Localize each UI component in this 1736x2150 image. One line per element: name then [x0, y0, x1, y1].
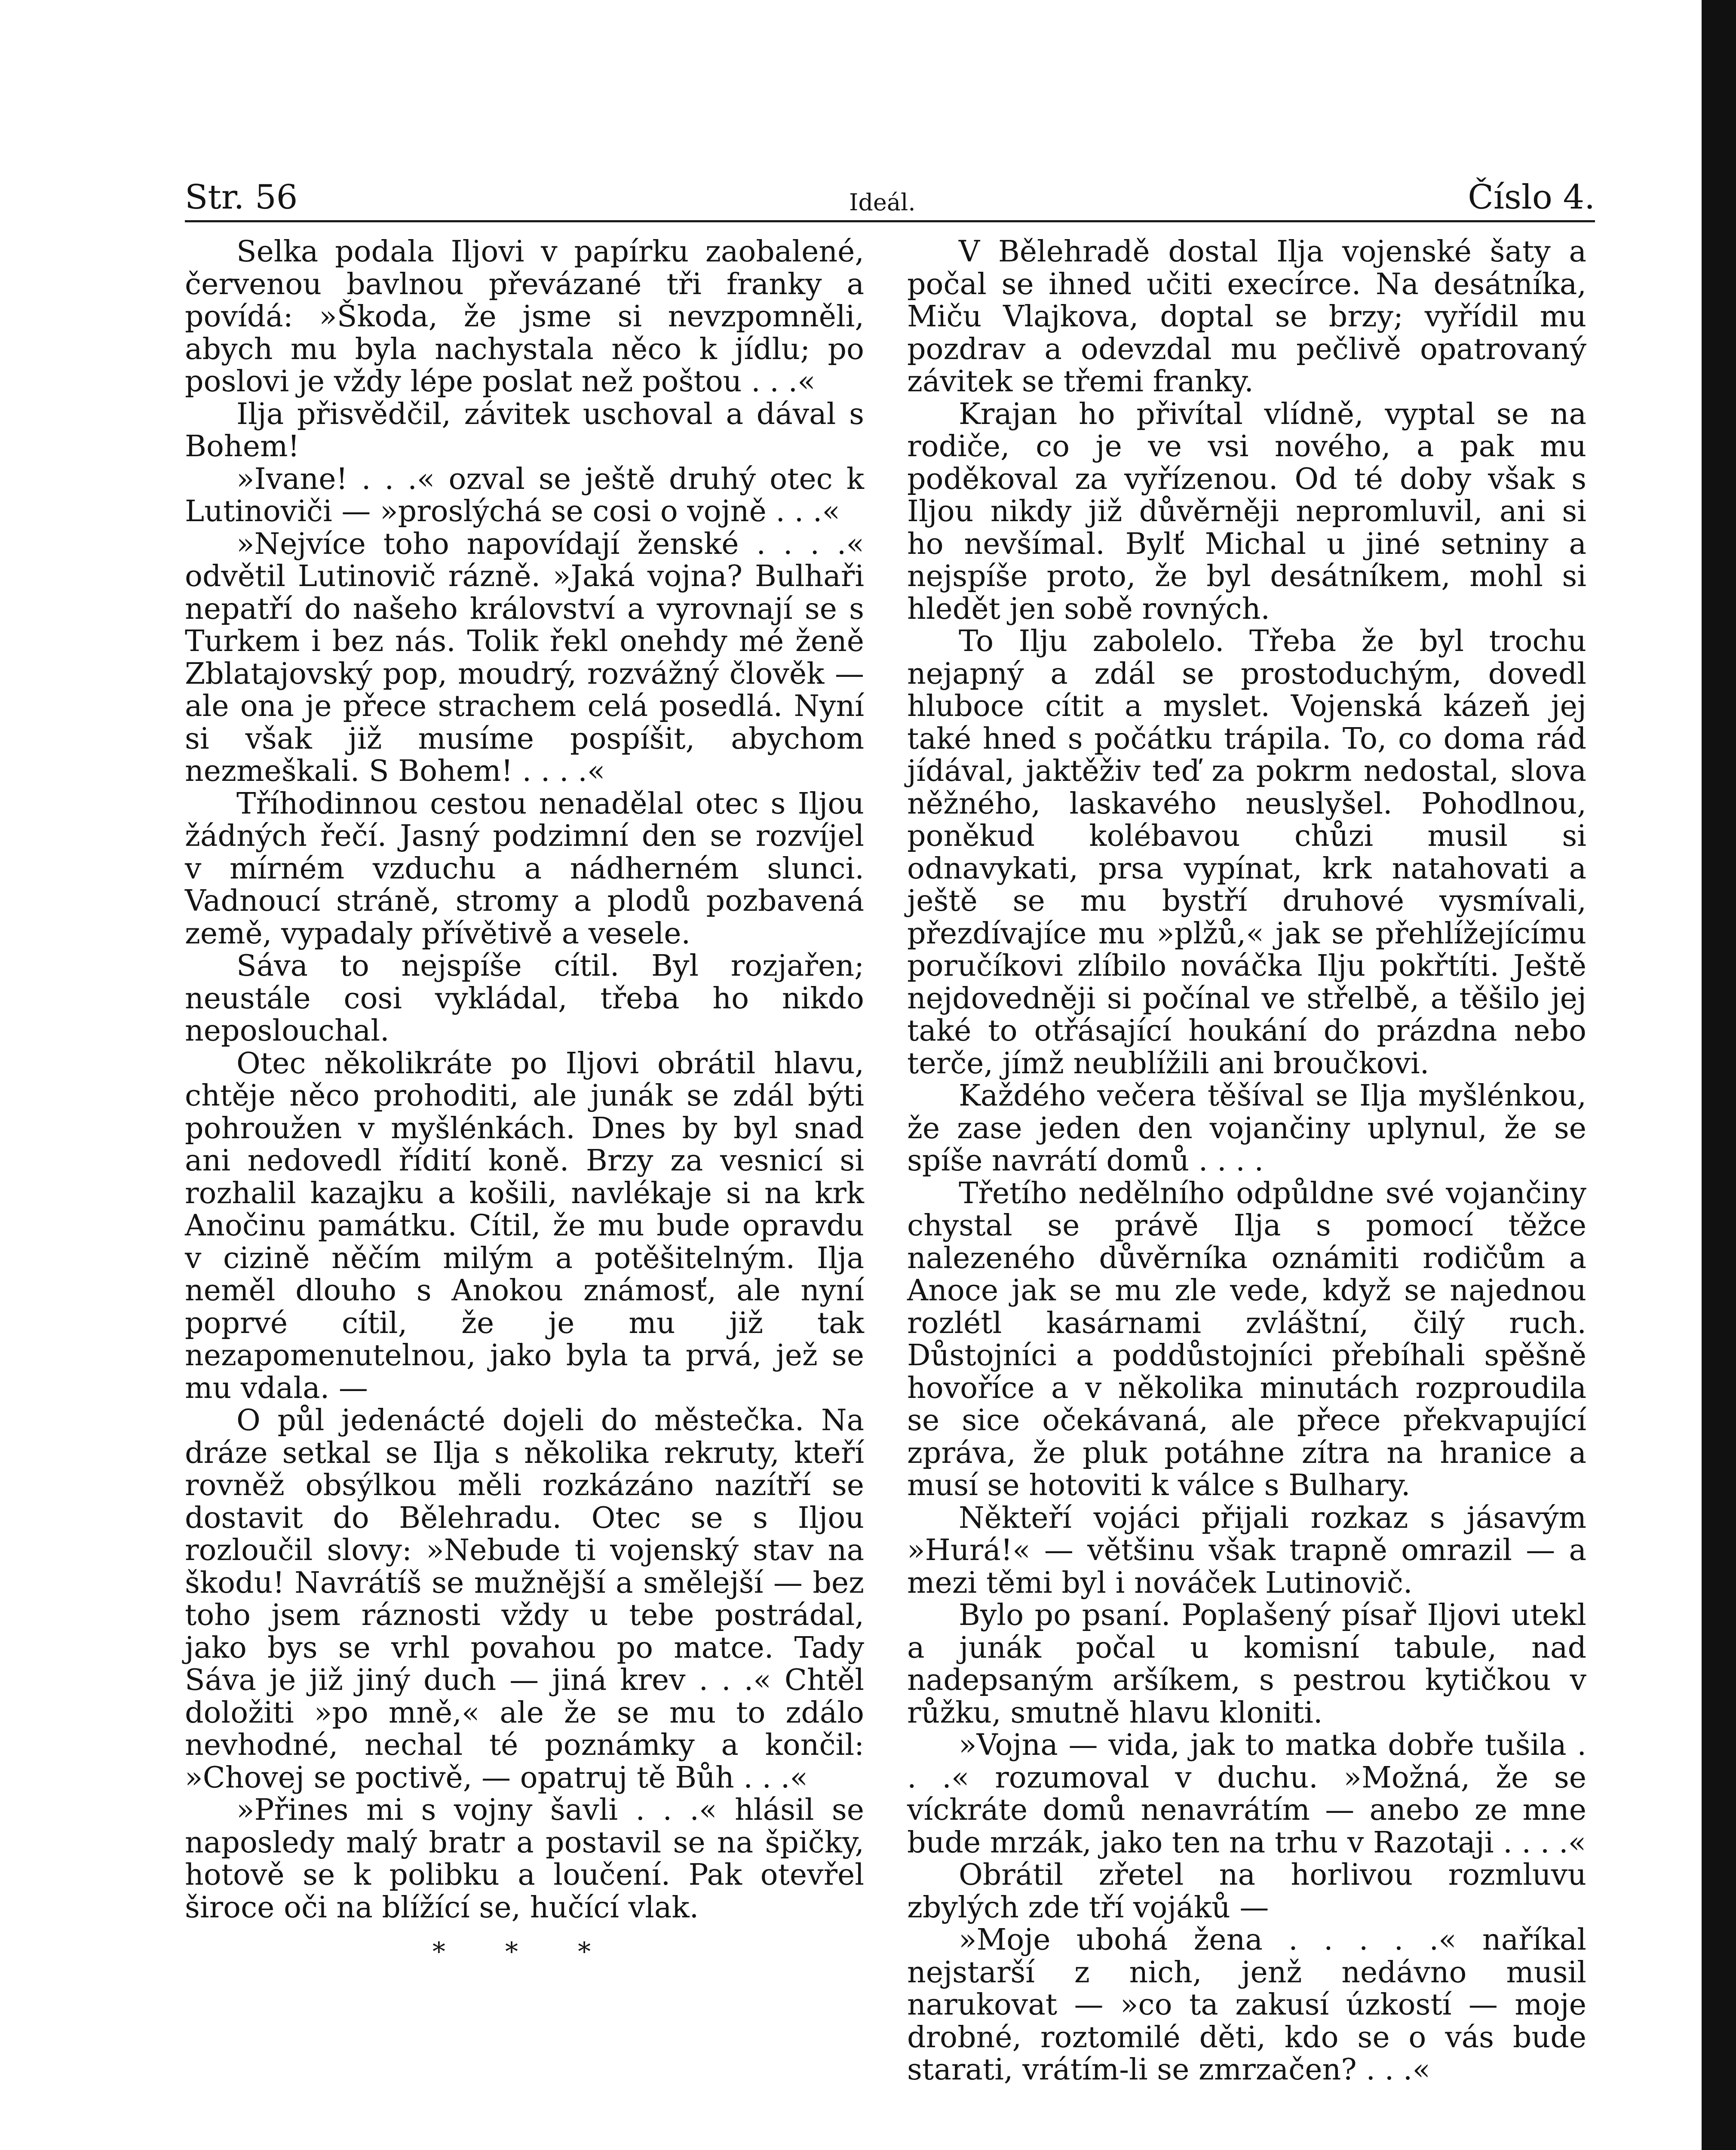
paragraph: Bylo po psaní. Poplašený písař Iljovi utekl a junák počal u komisní tabule, nad nadepsaným aršíkem, s pestrou kytičkou v růžku, smutně hlavu kloniti.	[907, 1598, 1586, 1730]
paragraph: Třetího nedělního odpůldne své vojančiny chystal se právě Ilja s pomocí těžce nalezeného důvěrníka oznámiti rodičům a Anoce jak se mu zle vede, když se najednou rozlétl kasárnami zvláštní, čilý ruch. Důstojníci a poddůstojníci přebíhali spěšně hovoříce a v několika minutách rozproudila se sice očekávaná, ale přece překvapující zpráva, že pluk potáhne zítra na hranice a musí se hotoviti k válce s Bulhary.	[907, 1176, 1586, 1502]
paragraph: V Bělehradě dostal Ilja vojenské šaty a počal se ihned učiti execírce. Na desátníka, Miču Vlajkova, doptal se brzy; vyřídil mu pozdrav a odevzdal mu pečlivě opatrovaný závitek se třemi franky.	[907, 235, 1586, 399]
paragraph: »Vojna — vida, jak to matka dobře tušila . . .« rozumoval v duchu. »Možná, že se víckráte domů nenavrátím — anebo ze mne bude mrzák, jako ten na trhu v Razotaji . . . .«	[907, 1728, 1586, 1860]
paragraph: Krajan ho přivítal vlídně, vyptal se na rodiče, co je ve vsi nového, a pak mu poděkoval za vyřízenou. Od té doby však s Iljou nikdy již důvěrněji nepromluvil, ani si ho nevšímal. Bylť Michal u jiné setniny a nejspíše proto, že byl desátníkem, mohl si hledět jen sobě rovných.	[907, 397, 1586, 626]
header-rule	[185, 220, 1595, 222]
page-number: Str. 56	[185, 178, 298, 217]
paragraph: »Nejvíce toho napovídají ženské . . . .« odvětil Lutinovič rázně. »Jaká vojna? Bulhaři nepatří do našeho království a vyrovnají se s Turkem i bez nás. Tolik řekl onehdy mé ženě Zblatajovský pop, moudrý, rozvážný člověk — ale ona je přece strachem celá posedlá. Nyní si však již musíme pospíšit, abychom nezmeškali. S Bohem! . . . .«	[185, 527, 864, 788]
paragraph: Selka podala Iljovi v papírku zaobalené, červenou bavlnou převázané tři franky a povídá: »Škoda, že jsme si nevzpomněli, abych mu byla nachystala něco k jídlu; po poslovi je vždy lépe poslat než poštou . . .«	[185, 235, 864, 399]
paragraph: Otec několikráte po Iljovi obrátil hlavu, chtěje něco prohoditi, ale junák se zdál býti pohroužen v myšlénkách. Dnes by byl snad ani nedovedl řídití koně. Brzy za vesnicí si rozhalil kazajku a košili, navlékaje si na krk Anočinu památku. Cítil, že mu bude opravdu v cizině něčím milým a potěšitelným. Ilja neměl dlouho s Anokou známosť, ale nyní poprvé cítil, že je mu již tak nezapomenutelnou, jako byla ta prvá, jež se mu vdala. —	[185, 1046, 864, 1405]
paragraph: Někteří vojáci přijali rozkaz s jásavým »Hurá!« — většinu však trapně omrazil — a mezi těmi byl i nováček Lutinovič.	[907, 1501, 1586, 1600]
paragraph: To Ilju zabolelo. Třeba že byl trochu nejapný a zdál se prostoduchým, dovedl hluboce cítit a myslet. Vojenská kázeň jej také hned s počátku trápila. To, co doma rád jídával, jaktěživ teď za pokrm nedostal, slova něžného, laskavého neuslyšel. Pohodlnou, poněkud kolébavou chůzi musil si odnavykati, prsa vypínat, krk natahovati a ještě se mu bystří druhové vysmívali, přezdívajíce mu »plžů,« jak se přehlížejícímu poručíkovi zlíbilo nováčka Ilju pokřtíti. Ještě nejdovedněji si počínal ve střelbě, a těšilo jej také to otřásající houkání do prázdna nebo terče, jímž neublížili ani broučkovi.	[907, 624, 1586, 1081]
issue-number: Číslo 4.	[1468, 178, 1595, 217]
paragraph: Každého večera těšíval se Ilja myšlénkou, že zase jeden den vojančiny uplynul, že se spíše navrátí domů . . . .	[907, 1079, 1586, 1178]
right-column	[907, 236, 1586, 2086]
section-separator: * * *	[432, 1937, 617, 1967]
paragraph: Sáva to nejspíše cítil. Byl rozjařen; neustále cosi vykládal, třeba ho nikdo neposlouchal.	[185, 949, 864, 1048]
paragraph: »Moje ubohá žena . . . . .« naříkal nejstarší z nich, jenž nedávno musil narukovat — »co ta zakusí úzkostí — moje drobné, roztomilé děti, kdo se o vás bude starati, vrátím-li se zmrzačen? . . .«	[907, 1923, 1586, 2087]
paragraph: Obrátil zřetel na horlivou rozmluvu zbylých zde tří vojáků —	[907, 1858, 1586, 1925]
paragraph: Tříhodinnou cestou nenadělal otec s Iljou žádných řečí. Jasný podzimní den se rozvíjel v mírném vzduchu a nádherném slunci. Vadnoucí stráně, stromy a plodů pozbavená země, vypadaly přívětivě a vesele.	[185, 786, 864, 951]
left-column	[185, 236, 864, 1969]
scan-page-edge	[1702, 0, 1736, 2150]
paragraph: »Přines mi s vojny šavli . . .« hlásil se naposledy malý bratr a postavil se na špičky, hotově se k polibku a loučení. Pak otevřel široce oči na blížící se, hučící vlak.	[185, 1793, 864, 1925]
paragraph: »Ivane! . . .« ozval se ještě druhý otec k Lutinoviči — »proslýchá se cosi o vojně . . .«	[185, 462, 864, 528]
paragraph: Ilja přisvědčil, závitek uschoval a dával s Bohem!	[185, 397, 864, 464]
paragraph: O půl jedenácté dojeli do městečka. Na dráze setkal se Ilja s několika rekruty, kteří rovněž obsýlkou měli rozkázáno nazítří se dostavit do Bělehradu. Otec se s Iljou rozloučil slovy: »Nebude ti vojenský stav na škodu! Navrátíš se mužnější a smělejší — bez toho jsem ráznosti vždy u tebe postrádal, jako bys se vrhl povahou po matce. Tady Sáva je již jiný duch — jiná krev . . .« Chtěl doložiti »po mně,« ale že se mu to zdálo nevhodné, nechal té poznámky a končil: »Chovej se poctivě, — opatruj tě Bůh . . .«	[185, 1404, 864, 1795]
journal-title: Ideál.	[849, 189, 916, 216]
page-header	[185, 172, 1595, 219]
